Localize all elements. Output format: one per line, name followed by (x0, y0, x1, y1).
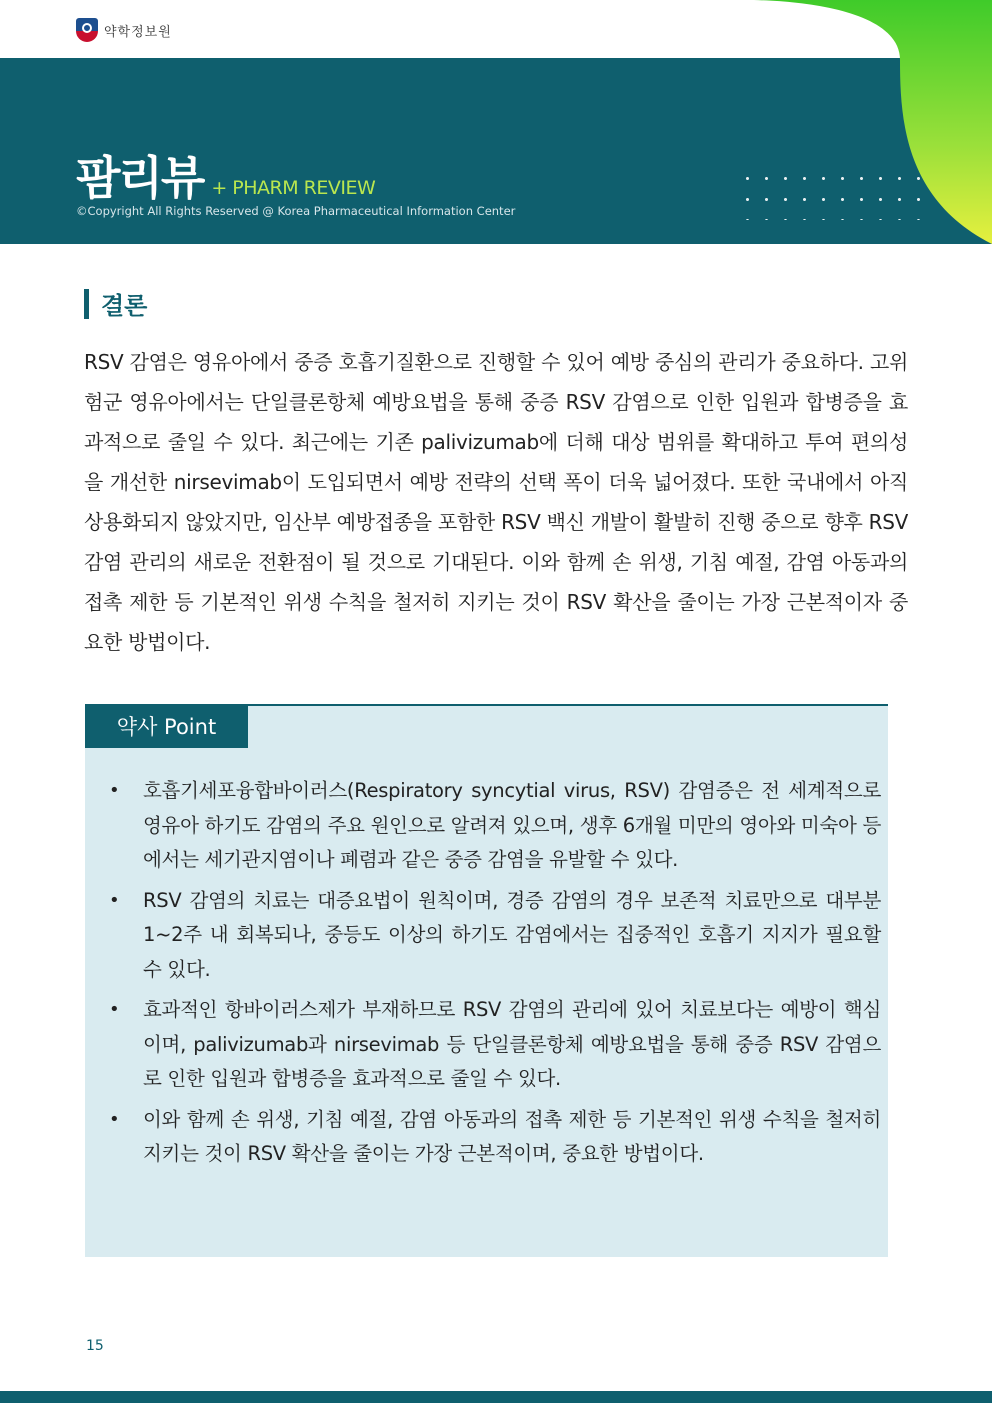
bullet-marker: • (109, 999, 120, 1020)
list-item-text: RSV 감염의 치료는 대증요법이 원칙이며, 경증 감염의 경우 보존적 치료만으로 대부분 1~2주 내 회복되나, 중등도 이상의 하기도 감염에서는 집중적인 호흡기 지지가 필요할 수 있다. (143, 888, 881, 981)
bullet-marker: • (109, 780, 120, 801)
list-item (107, 774, 881, 878)
copyright-text: ©Copyright All Rights Reserved @ Korea Pharmaceutical Information Center (76, 204, 516, 218)
section-heading (84, 286, 147, 321)
list-item-text: 효과적인 항바이러스제가 부재하므로 RSV 감염의 관리에 있어 치료보다는 예방이 핵심이며, palivizumab과 nirsevimab 등 단일클론항체 예방요법을 통해 중증 RSV 감염으로 인한 입원과 합병증을 효과적으로 줄일 수 있다. (143, 998, 881, 1090)
section-accent-bar (84, 289, 89, 319)
org-name: 약학정보원 (104, 24, 172, 40)
bullet-marker: • (109, 1108, 120, 1130)
page-number: 15 (86, 1338, 104, 1354)
section-title: 결론 (101, 292, 148, 320)
list-item (107, 1103, 881, 1172)
banner-title: 팜리뷰 (76, 151, 204, 205)
corner-wave-decoration (0, 0, 992, 244)
list-item (107, 884, 881, 988)
point-list (107, 774, 881, 1178)
pharmacist-point-box (85, 704, 888, 1257)
list-item-text: 호흡기세포융합바이러스(Respiratory syncytial virus, RSV) 감염증은 전 세계적으로 영유아 하기도 감염의 주요 원인으로 알려져 있으며, 생후 6개월 미만의 영아와 미숙아 등에서는 세기관지염이나 폐렴과 같은 중증 감염을 유발할 수 있다. (143, 779, 881, 871)
list-item (107, 993, 881, 1097)
list-item-text: 이와 함께 손 위생, 기침 예절, 감염 아동과의 접촉 제한 등 기본적인 위생 수칙을 철저히 지키는 것이 RSV 확산을 줄이는 가장 근본적이며, 중요한 방법이다. (143, 1107, 881, 1165)
bullet-marker: • (109, 889, 120, 911)
point-box-tag: 약사 Point (85, 706, 248, 748)
banner-subtitle: + PHARM REVIEW (211, 177, 376, 199)
conclusion-paragraph: RSV 감염은 영유아에서 중증 호흡기질환으로 진행할 수 있어 예방 중심의 관리가 중요하다. 고위험군 영유아에서는 단일클론항체 예방요법을 통해 중증 RSV 감염으로 인한 입원과 합병증을 효과적으로 줄일 수 있다. 최근에는 기존 palivizumab에 더해 대상 범위를 확대하고 투여 편의성을 개선한 nirsevimab이 도입되면서 예방 전략의 선택 폭이 더욱 넓어졌다. 또한 국내에서 아직 상용화되지 않았지만, 임산부 예방접종을 포함한 RSV 백신 개발이 활발히 진행 중으로 향후 RSV 감염 관리의 새로운 전환점이 될 것으로 기대된다. 이와 함께 손 위생, 기침 예절, 감염 아동과의 접촉 제한 등 기본적인 위생 수칙을 철저히 지키는 것이 RSV 확산을 줄이는 가장 근본적이자 중요한 방법이다. (84, 350, 908, 654)
footer-bar (0, 1391, 992, 1403)
